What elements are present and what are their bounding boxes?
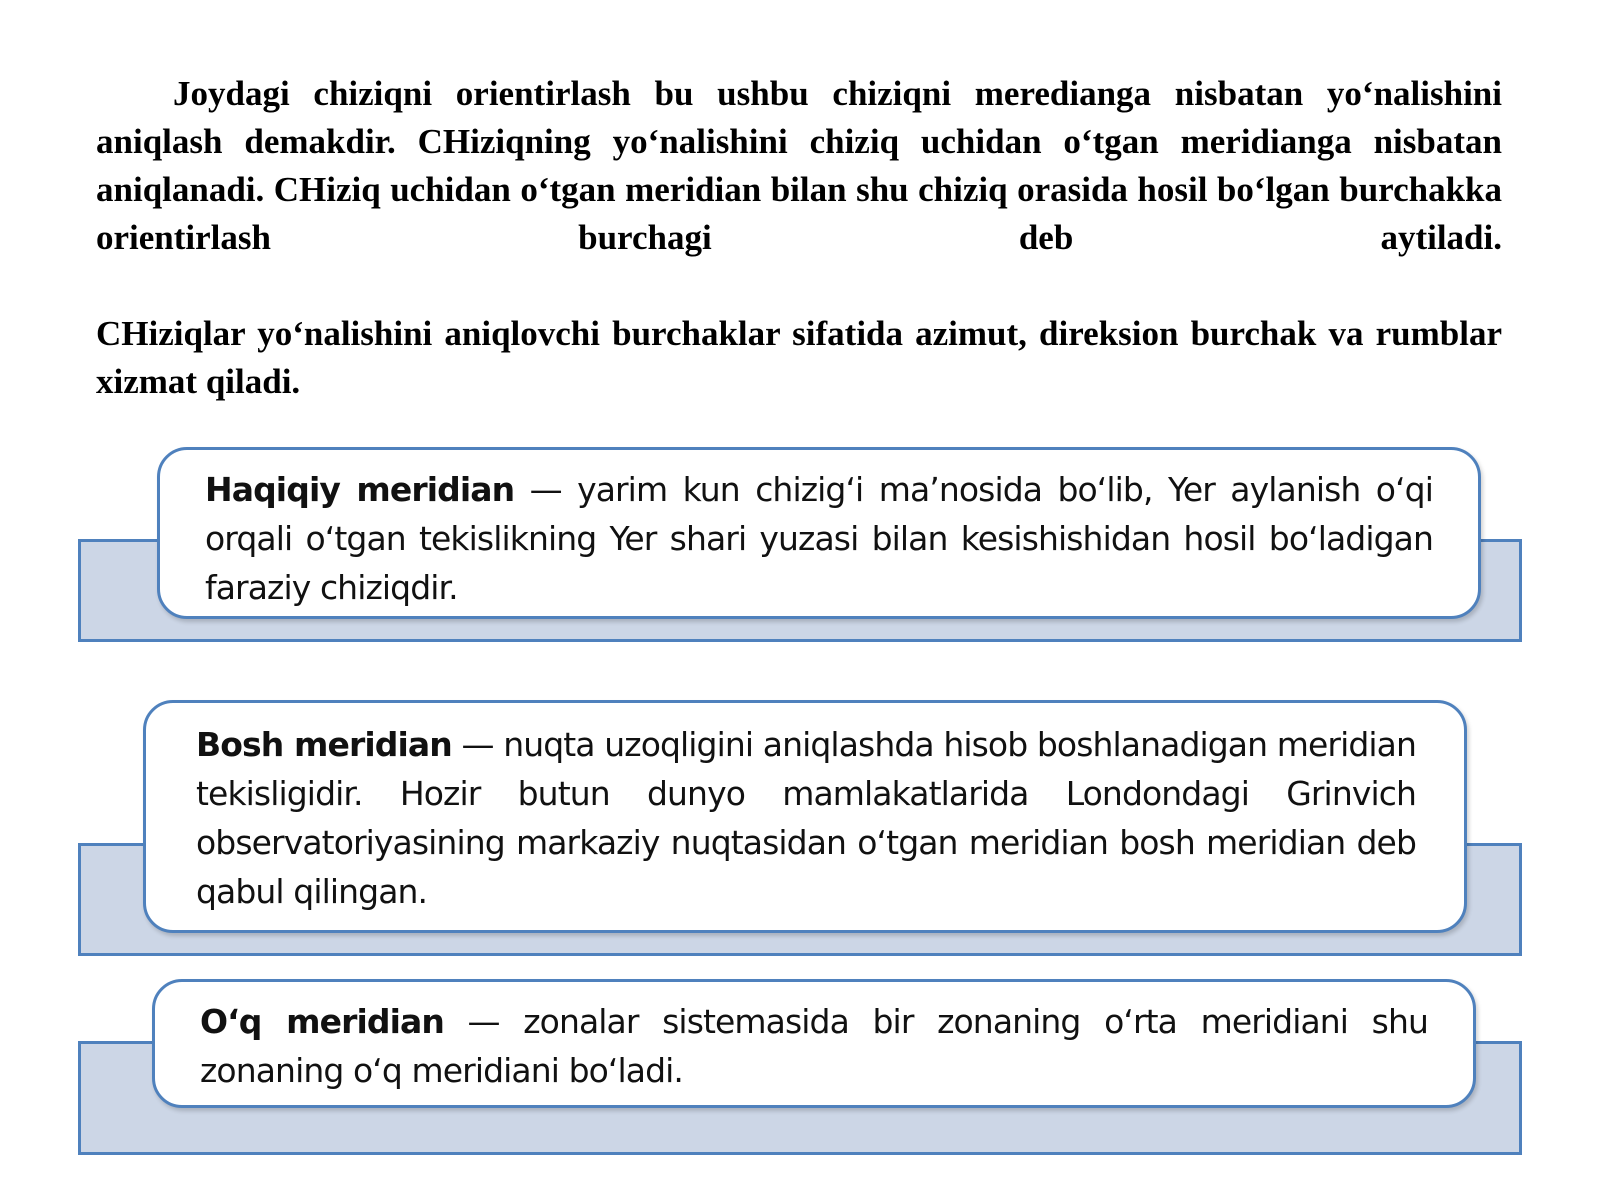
- definition-text: [200, 997, 1428, 1095]
- definition-text: [205, 465, 1433, 612]
- intro-paragraph-1: Joydagi chiziqni orientirlash bu ushbu chiziqni meredianga nisbatan yo‘nalishini aniqlash demakdir. CHiziqning yo‘nalishini chiziq uchidan o‘tgan meridianga nisbatan aniqlanadi. CHiziq uchidan o‘tgan meridian bilan shu chiziq orasida hosil bo‘lgan burchakka orientirlash burchagi deb aytiladi.: [96, 74, 1502, 257]
- definition-card-haqiqiy-meridian: [157, 447, 1481, 619]
- definition-card-oq-meridian: [152, 979, 1476, 1108]
- intro-paragraph-2: CHiziqlar yo‘nalishini aniqlovchi burchaklar sifatida azimut, direksion burchak va rumblar xizmat qiladi.: [96, 314, 1502, 401]
- definition-body: — nuqta uzoqligini aniqlashda hisob boshlanadigan meridian tekisligidir. Hozir butun dunyo mamlakatlarida Londondagi Grinvich observatoriyasining markaziy nuqtasidan o‘tgan meridian bosh meridian deb qabul qilingan.: [196, 725, 1416, 911]
- definition-card-bosh-meridian: [143, 700, 1467, 933]
- definition-term: O‘q meridian: [200, 1002, 444, 1041]
- definition-term: Haqiqiy meridian: [205, 470, 515, 509]
- definition-body: — yarim kun chizig‘i ma’nosida bo‘lib, Yer aylanish o‘qi orqali o‘tgan tekislikning Yer shari yuzasi bilan kesishishidan hosil bo‘ladigan faraziy chiziqdir.: [205, 470, 1433, 607]
- definition-body: — zonalar sistemasida bir zonaning o‘rta meridiani shu zonaning o‘q meridiani bo‘ladi.: [200, 1002, 1428, 1090]
- definition-text: [196, 720, 1416, 916]
- definition-term: Bosh meridian: [196, 725, 452, 764]
